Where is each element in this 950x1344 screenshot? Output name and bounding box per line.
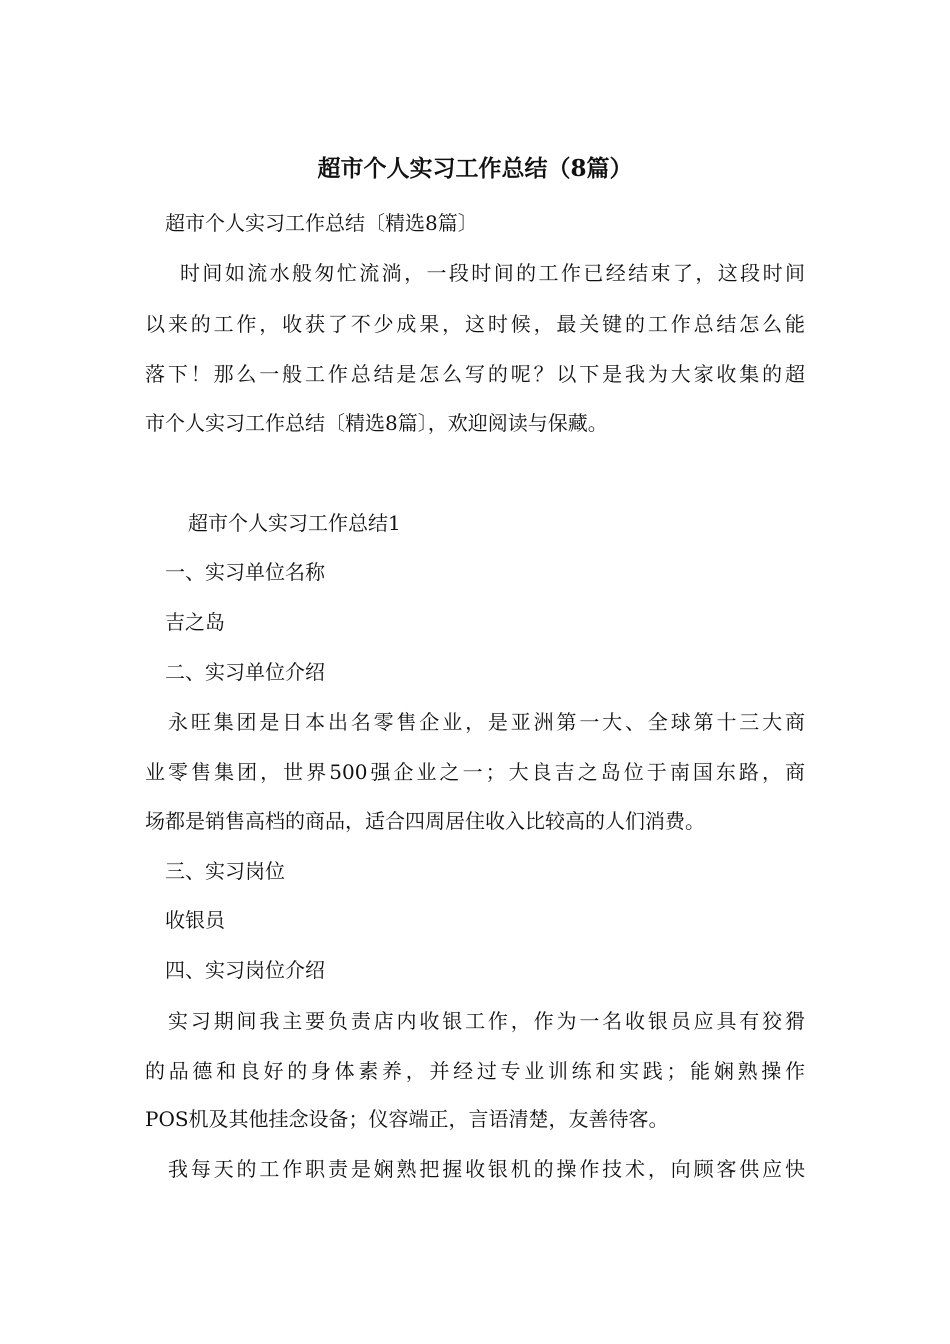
paragraph-line: 我每天的工作职责是娴熟把握收银机的操作技术，向顾客供应快	[168, 1157, 805, 1181]
paragraph-line: 实习期间我主要负责店内收银工作，作为一名收银员应具有狡猾	[168, 1009, 805, 1033]
list-heading: 一、实习单位名称	[165, 560, 325, 584]
paragraph-line: 以来的工作，收获了不少成果，这时候，最关键的工作总结怎么能	[145, 312, 805, 336]
subtitle-line: 超市个人实习工作总结〔精选8篇〕	[165, 211, 478, 235]
list-item: 吉之岛	[165, 610, 225, 634]
list-heading: 二、实习单位介绍	[165, 660, 325, 684]
section-heading: 超市个人实习工作总结1	[188, 511, 401, 535]
paragraph-line: 落下！那么一般工作总结是怎么写的呢？以下是我为大家收集的超	[145, 362, 805, 386]
list-heading: 三、实习岗位	[165, 859, 285, 883]
paragraph-line: 时间如流水般匆忙流淌，一段时间的工作已经结束了，这段时间	[180, 261, 805, 285]
document-title: 超市个人实习工作总结（8篇）	[317, 155, 633, 182]
paragraph-line: 业零售集团，世界500强企业之一；大良吉之岛位于南国东路，商	[145, 760, 805, 784]
paragraph-line: 场都是销售高档的商品，适合四周居住收入比较高的人们消费。	[145, 809, 705, 833]
paragraph-line: 市个人实习工作总结〔精选8篇〕，欢迎阅读与保藏。	[145, 411, 608, 435]
list-item: 收银员	[165, 908, 225, 932]
paragraph-line: 的品德和良好的身体素养，并经过专业训练和实践；能娴熟操作	[145, 1059, 805, 1083]
paragraph-line: 永旺集团是日本出名零售企业，是亚洲第一大、全球第十三大商	[168, 710, 805, 734]
paragraph-line: POS机及其他挂念设备；仪容端正，言语清楚，友善待客。	[145, 1107, 669, 1131]
list-heading: 四、实习岗位介绍	[165, 958, 325, 982]
